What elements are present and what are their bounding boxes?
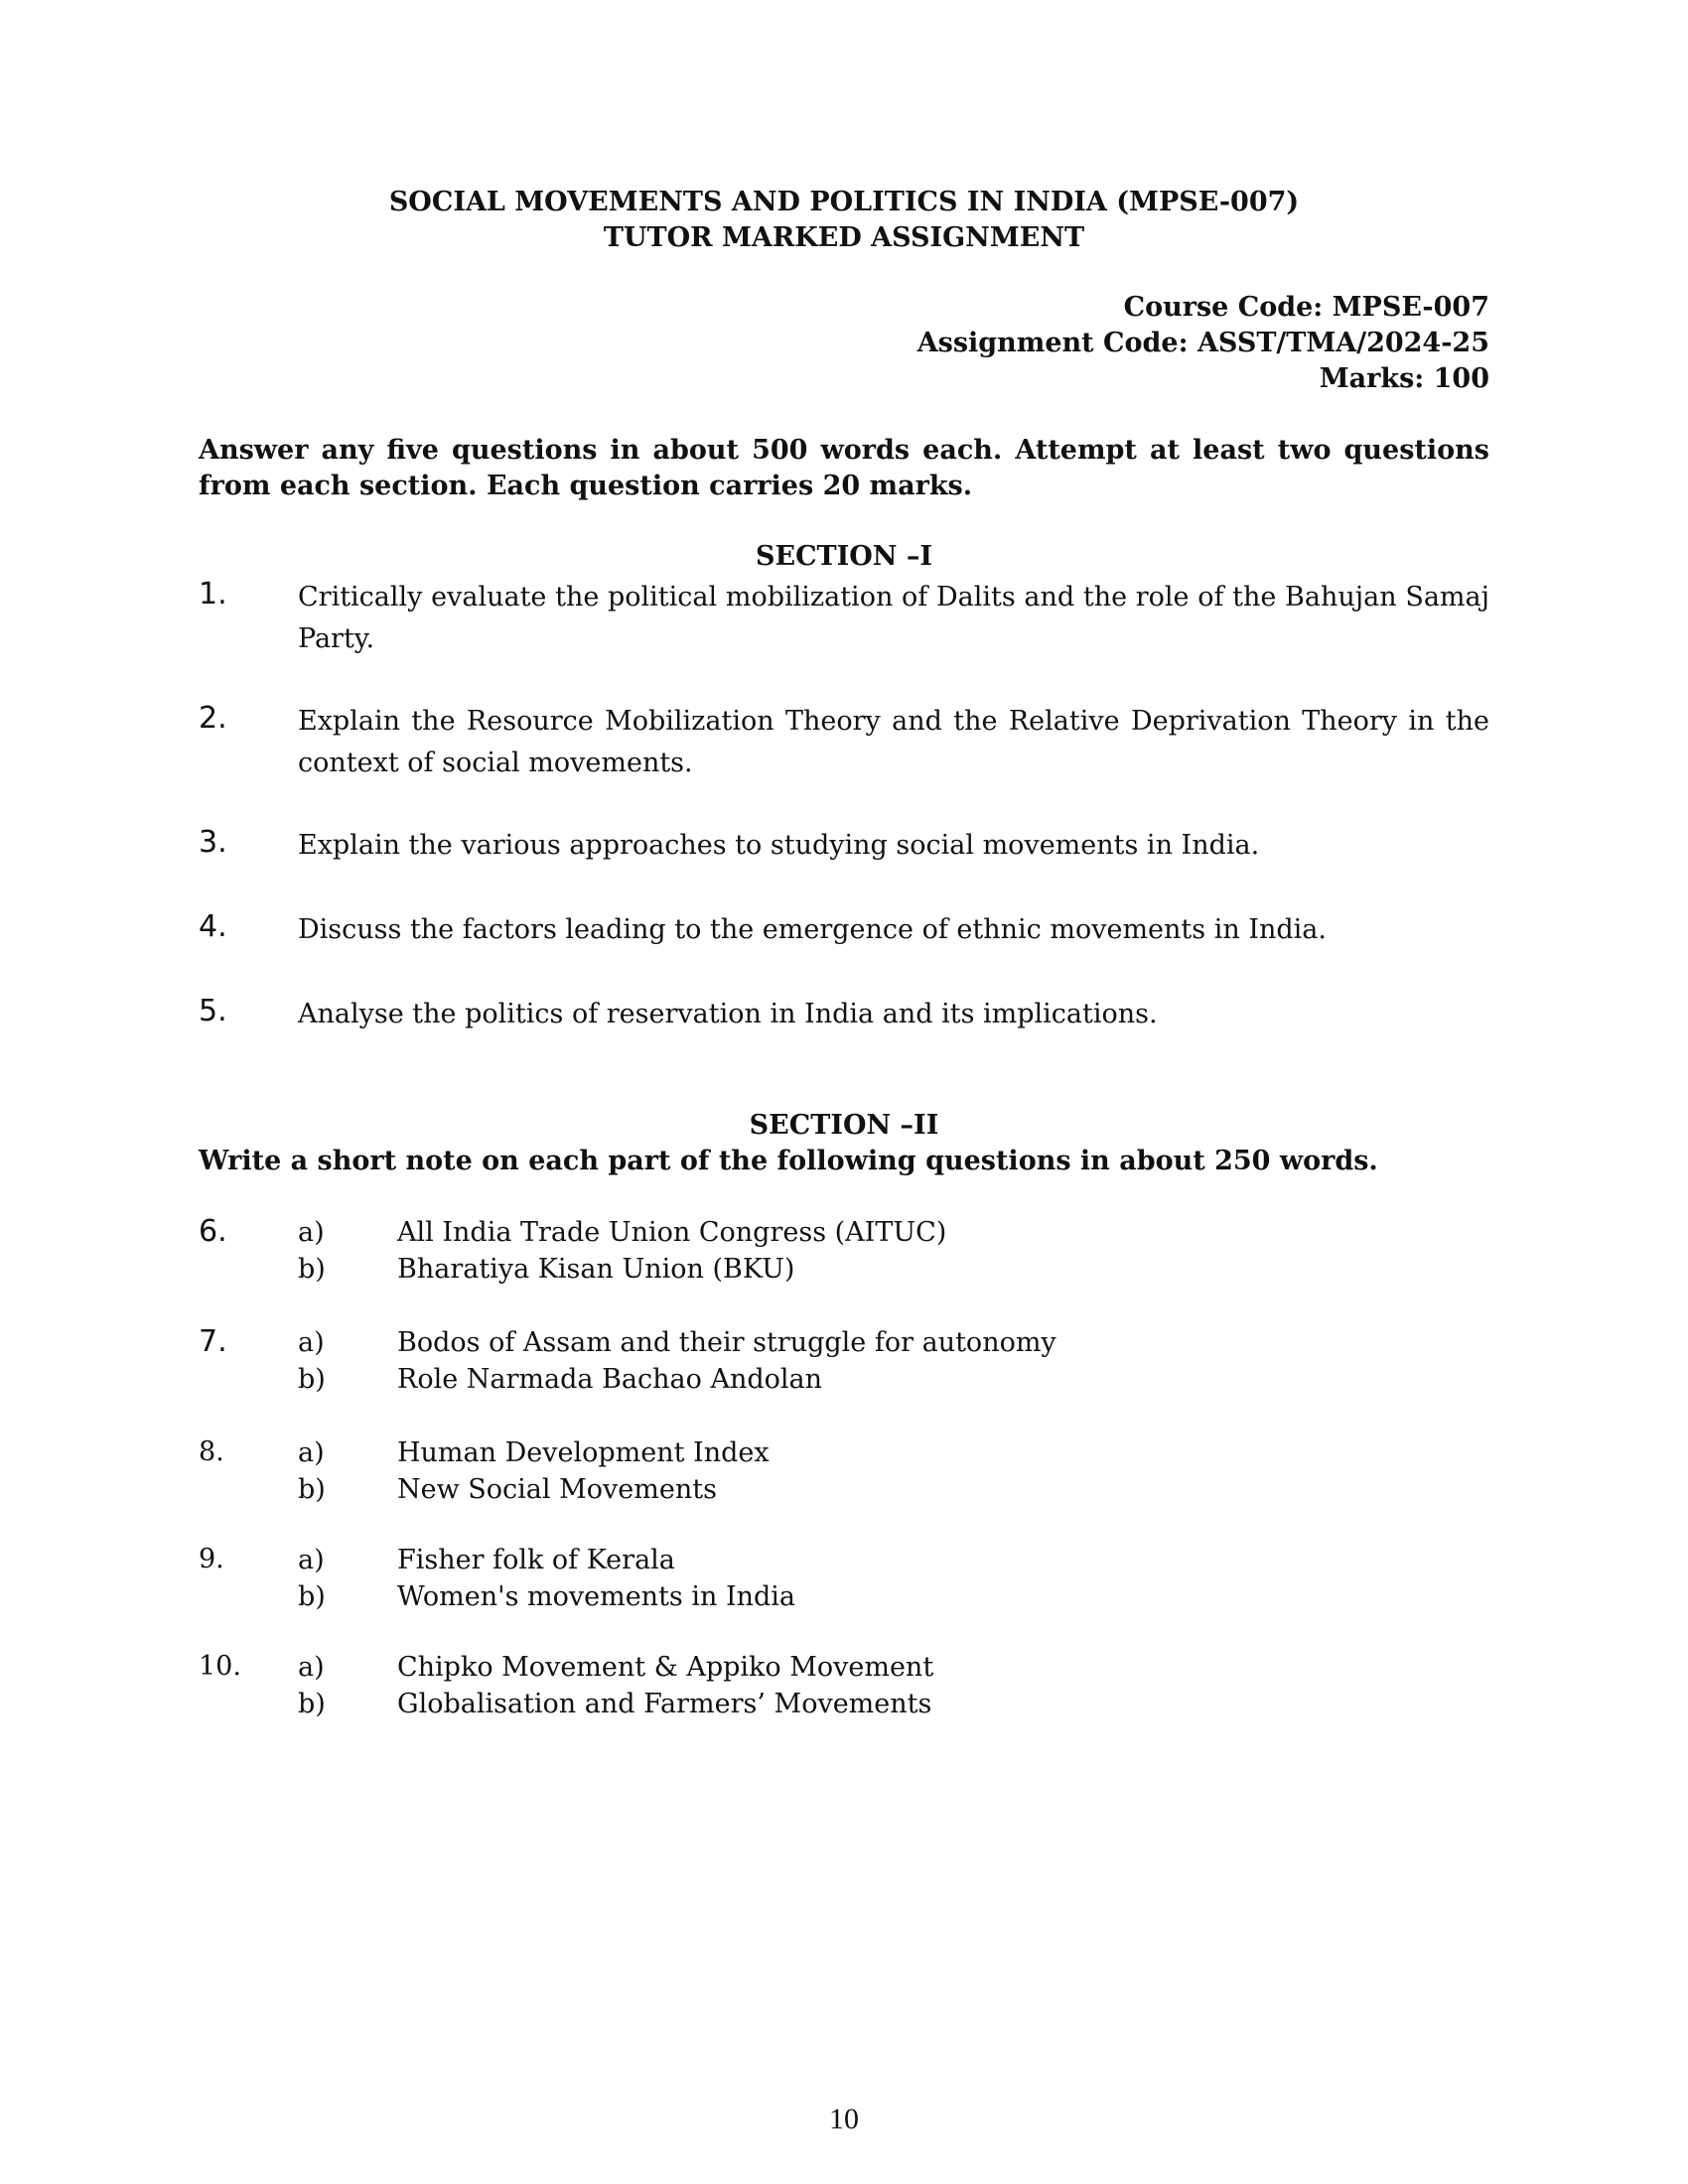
sub-text: Role Narmada Bachao Andolan <box>397 1364 823 1395</box>
section-1-title: SECTION –I <box>755 541 933 572</box>
question-4 <box>199 909 1489 951</box>
question-number: 4. <box>199 909 227 944</box>
question-number: 10. <box>199 1651 241 1682</box>
question-3 <box>199 825 1489 867</box>
document-title: SOCIAL MOVEMENTS AND POLITICS IN INDIA (MPSE-007) <box>388 187 1300 217</box>
sub-label: a) <box>298 1327 325 1358</box>
question-number: 7. <box>199 1324 227 1359</box>
question-text: Analyse the politics of reservation in India and its implications. <box>298 999 1158 1029</box>
question-number: 8. <box>199 1436 224 1467</box>
sub-text: Bodos of Assam and their struggle for autonomy <box>397 1327 1056 1358</box>
question-text: Explain the Resource Mobilization Theory and the Relative Deprivation Theory in the context of social movements. <box>298 706 1489 778</box>
question-text: Critically evaluate the political mobilization of Dalits and the role of the Bahujan Samaj Party. <box>298 582 1489 654</box>
sub-text: All India Trade Union Congress (AITUC) <box>397 1217 947 1248</box>
sub-label: a) <box>298 1545 325 1575</box>
sub-text: Fisher folk of Kerala <box>397 1545 675 1575</box>
sub-label: a) <box>298 1437 325 1468</box>
question-number: 3. <box>199 825 227 860</box>
question-number: 5. <box>199 994 227 1028</box>
question-text: Discuss the factors leading to the emergence of ethnic movements in India. <box>298 914 1327 945</box>
question-7 <box>199 1324 1489 1398</box>
sub-label: b) <box>298 1254 326 1285</box>
section-2-instructions: Write a short note on each part of the following questions in about 250 words. <box>199 1146 1378 1176</box>
sub-text: New Social Movements <box>397 1474 717 1505</box>
sub-question-b <box>199 1686 1489 1722</box>
total-marks: Marks: 100 <box>1319 363 1489 394</box>
section-2-title: SECTION –II <box>749 1110 939 1141</box>
sub-text: Bharatiya Kisan Union (BKU) <box>397 1254 795 1285</box>
sub-text: Chipko Movement & Appiko Movement <box>397 1652 934 1683</box>
sub-question-b <box>199 1578 1489 1615</box>
sub-question-a <box>199 1434 1489 1471</box>
question-text: Explain the various approaches to studying social movements in India. <box>298 830 1260 861</box>
sub-question-a <box>199 1542 1489 1578</box>
sub-text: Human Development Index <box>397 1437 770 1468</box>
sub-label: b) <box>298 1364 326 1395</box>
sub-question-b <box>199 1361 1489 1398</box>
sub-question-a <box>199 1214 1489 1251</box>
sub-question-a <box>199 1649 1489 1686</box>
question-10 <box>199 1649 1489 1722</box>
document-subtitle: TUTOR MARKED ASSIGNMENT <box>603 222 1085 253</box>
sub-label: a) <box>298 1652 325 1683</box>
question-number: 6. <box>199 1214 227 1249</box>
question-1 <box>199 577 1489 660</box>
course-code: Course Code: MPSE-007 <box>1123 292 1489 323</box>
question-9 <box>199 1542 1489 1615</box>
sub-question-b <box>199 1471 1489 1508</box>
question-8 <box>199 1434 1489 1508</box>
question-5 <box>199 994 1489 1035</box>
question-number: 1. <box>199 577 227 612</box>
sub-text: Women's movements in India <box>397 1581 796 1612</box>
assignment-code: Assignment Code: ASST/TMA/2024-25 <box>916 328 1489 358</box>
sub-text: Globalisation and Farmers’ Movements <box>397 1689 932 1719</box>
sub-label: b) <box>298 1581 326 1612</box>
sub-question-b <box>199 1251 1489 1288</box>
sub-label: b) <box>298 1689 326 1719</box>
question-number: 2. <box>199 701 227 736</box>
question-number: 9. <box>199 1544 224 1574</box>
sub-label: b) <box>298 1474 326 1505</box>
question-2 <box>199 701 1489 784</box>
page-number: 10 <box>829 2103 859 2135</box>
sub-label: a) <box>298 1217 325 1248</box>
question-6 <box>199 1214 1489 1288</box>
instructions: Answer any five questions in about 500 words each. Attempt at least two questions from each section. Each question carries 20 marks. <box>199 435 1489 501</box>
course-info-block <box>917 290 1489 397</box>
sub-question-a <box>199 1324 1489 1361</box>
